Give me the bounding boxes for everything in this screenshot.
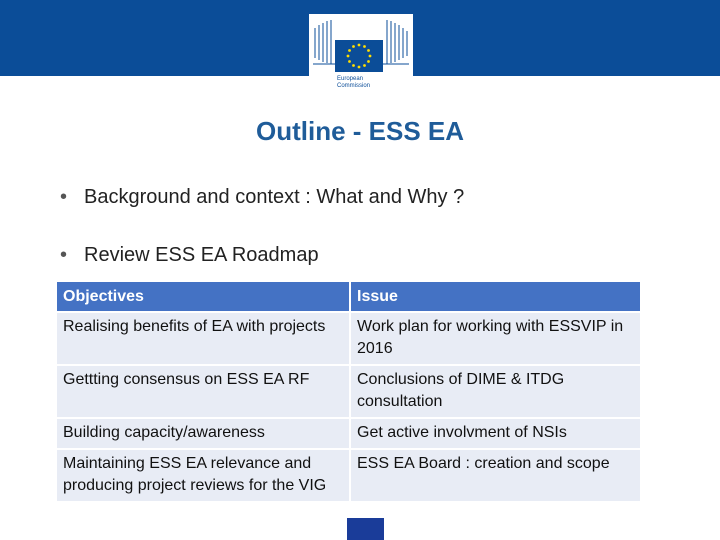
logo-line-2: Commission xyxy=(337,83,371,89)
objective-cell: Building capacity/awareness xyxy=(56,418,350,449)
roadmap-table xyxy=(55,280,642,503)
table-row xyxy=(56,449,641,502)
bullet-dot-icon: • xyxy=(60,244,68,266)
column-header-objectives: Objectives xyxy=(56,281,350,312)
bullet-dot-icon: • xyxy=(60,186,68,208)
european-commission-logo xyxy=(309,14,413,98)
table-header-row xyxy=(56,281,641,312)
logo-line-1: European xyxy=(337,76,364,82)
issue-cell: Get active involvment of NSIs xyxy=(350,418,641,449)
footer-accent-bar xyxy=(347,518,384,540)
issue-cell: Conclusions of DIME & ITDG consultation xyxy=(350,365,641,418)
table-row xyxy=(56,312,641,365)
bullet-item xyxy=(60,186,464,209)
issue-cell: ESS EA Board : creation and scope xyxy=(350,449,641,502)
column-header-issue: Issue xyxy=(350,281,641,312)
objective-cell: Maintaining ESS EA relevance and producing project reviews for the VIG xyxy=(56,449,350,502)
logo-caption xyxy=(337,76,370,90)
bullet-text: Background and context : What and Why ? xyxy=(84,186,465,208)
bullet-item xyxy=(60,244,319,267)
bullet-text: Review ESS EA Roadmap xyxy=(84,244,319,266)
table-row xyxy=(56,418,641,449)
objective-cell: Gettting consensus on ESS EA RF xyxy=(56,365,350,418)
slide-title: Outline - ESS EA xyxy=(255,116,465,146)
table-row xyxy=(56,365,641,418)
issue-cell: Work plan for working with ESSVIP in 2016 xyxy=(350,312,641,365)
objective-cell: Realising benefits of EA with projects xyxy=(56,312,350,365)
